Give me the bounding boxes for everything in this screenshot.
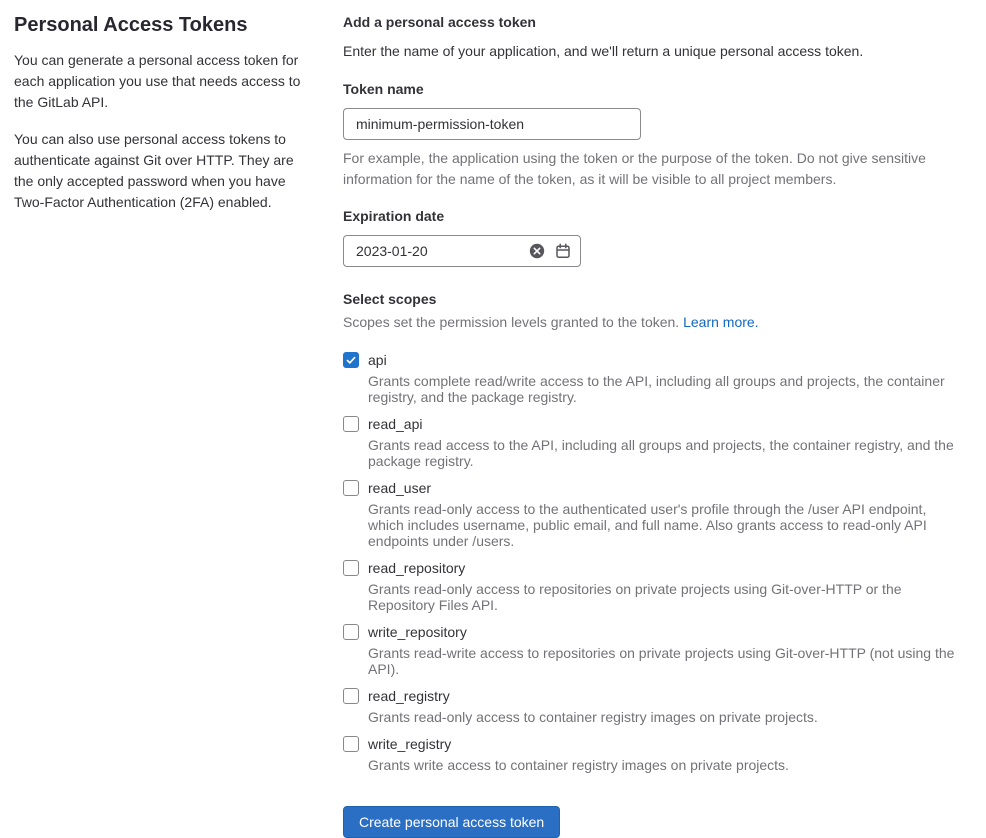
scopes-list bbox=[343, 350, 965, 773]
token-name-label: Token name bbox=[343, 81, 424, 97]
scope-row bbox=[343, 686, 965, 706]
scope-checkbox-read_api[interactable] bbox=[343, 416, 359, 432]
scope-description-read_registry: Grants read-only access to container registry images on private projects. bbox=[368, 709, 818, 725]
scope-checkbox-read_repository[interactable] bbox=[343, 560, 359, 576]
form-heading: Add a personal access token bbox=[343, 14, 536, 30]
scope-label-read_registry[interactable]: read_registry bbox=[368, 688, 450, 704]
select-scopes-label: Select scopes bbox=[343, 291, 437, 307]
clear-date-icon[interactable] bbox=[529, 235, 545, 267]
sidebar-description-2: You can also use personal access tokens to authenticate against Git over HTTP. They are the only accepted password when you have Two-Factor Authentication (2FA) enabled. bbox=[14, 131, 294, 210]
scope-row bbox=[343, 350, 965, 370]
scope-description-write_repository: Grants read-write access to repositories on private projects using Git-over-HTTP (not using the API). bbox=[368, 645, 955, 677]
calendar-icon[interactable] bbox=[555, 235, 571, 267]
scope-checkbox-read_registry[interactable] bbox=[343, 688, 359, 704]
scope-label-write_registry[interactable]: write_registry bbox=[368, 736, 452, 752]
scope-checkbox-write_registry[interactable] bbox=[343, 736, 359, 752]
scope-item-read_registry bbox=[343, 686, 965, 725]
scope-description-write_registry: Grants write access to container registry images on private projects. bbox=[368, 757, 789, 773]
section-sidebar bbox=[0, 12, 343, 838]
scope-item-read_repository bbox=[343, 558, 965, 613]
page-title: Personal Access Tokens bbox=[14, 14, 248, 36]
sidebar-description-1: You can generate a personal access token for each application you use that needs access to the GitLab API. bbox=[14, 52, 301, 110]
token-form bbox=[343, 12, 986, 838]
scope-label-read_api[interactable]: read_api bbox=[368, 416, 423, 432]
scopes-help-text: Scopes set the permission levels granted to the token. bbox=[343, 314, 680, 330]
scope-label-write_repository[interactable]: write_repository bbox=[368, 624, 467, 640]
scope-row bbox=[343, 558, 965, 578]
scope-description-api: Grants complete read/write access to the API, including all groups and projects, the container registry, and the package registry. bbox=[368, 373, 945, 405]
scope-item-write_registry bbox=[343, 734, 965, 773]
token-name-input[interactable] bbox=[343, 108, 641, 140]
scope-label-read_repository[interactable]: read_repository bbox=[368, 560, 466, 576]
scopes-help bbox=[343, 312, 965, 333]
expiration-date-input[interactable] bbox=[343, 235, 581, 267]
expiration-date-label: Expiration date bbox=[343, 208, 445, 224]
scope-row bbox=[343, 622, 965, 642]
scope-item-read_api bbox=[343, 414, 965, 469]
scope-description-read_api: Grants read access to the API, including all groups and projects, the container registry, and the package registry. bbox=[368, 437, 954, 469]
learn-more-link[interactable]: Learn more. bbox=[683, 314, 759, 330]
scope-label-read_user[interactable]: read_user bbox=[368, 480, 432, 496]
token-name-help: For example, the application using the token or the purpose of the token. Do not give sensitive information for the name of the token, as it will be visible to all project members. bbox=[343, 150, 926, 187]
scope-checkbox-api[interactable] bbox=[343, 352, 359, 368]
scope-row bbox=[343, 414, 965, 434]
scope-item-read_user bbox=[343, 478, 965, 549]
create-token-button[interactable]: Create personal access token bbox=[343, 806, 560, 838]
scope-label-api[interactable]: api bbox=[368, 352, 387, 368]
scope-checkbox-read_user[interactable] bbox=[343, 480, 359, 496]
scope-description-read_user: Grants read-only access to the authenticated user's profile through the /user API endpoint, which includes username, public email, and full name. Also grants access to read-only API endpoints under /users. bbox=[368, 501, 927, 549]
scope-row bbox=[343, 478, 965, 498]
scope-item-api bbox=[343, 350, 965, 405]
expiration-date-field bbox=[343, 235, 581, 267]
scope-row bbox=[343, 734, 965, 754]
scope-checkbox-write_repository[interactable] bbox=[343, 624, 359, 640]
scope-item-write_repository bbox=[343, 622, 965, 677]
scope-description-read_repository: Grants read-only access to repositories on private projects using Git-over-HTTP or the Repository Files API. bbox=[368, 581, 902, 613]
form-intro: Enter the name of your application, and we'll return a unique personal access token. bbox=[343, 43, 864, 59]
